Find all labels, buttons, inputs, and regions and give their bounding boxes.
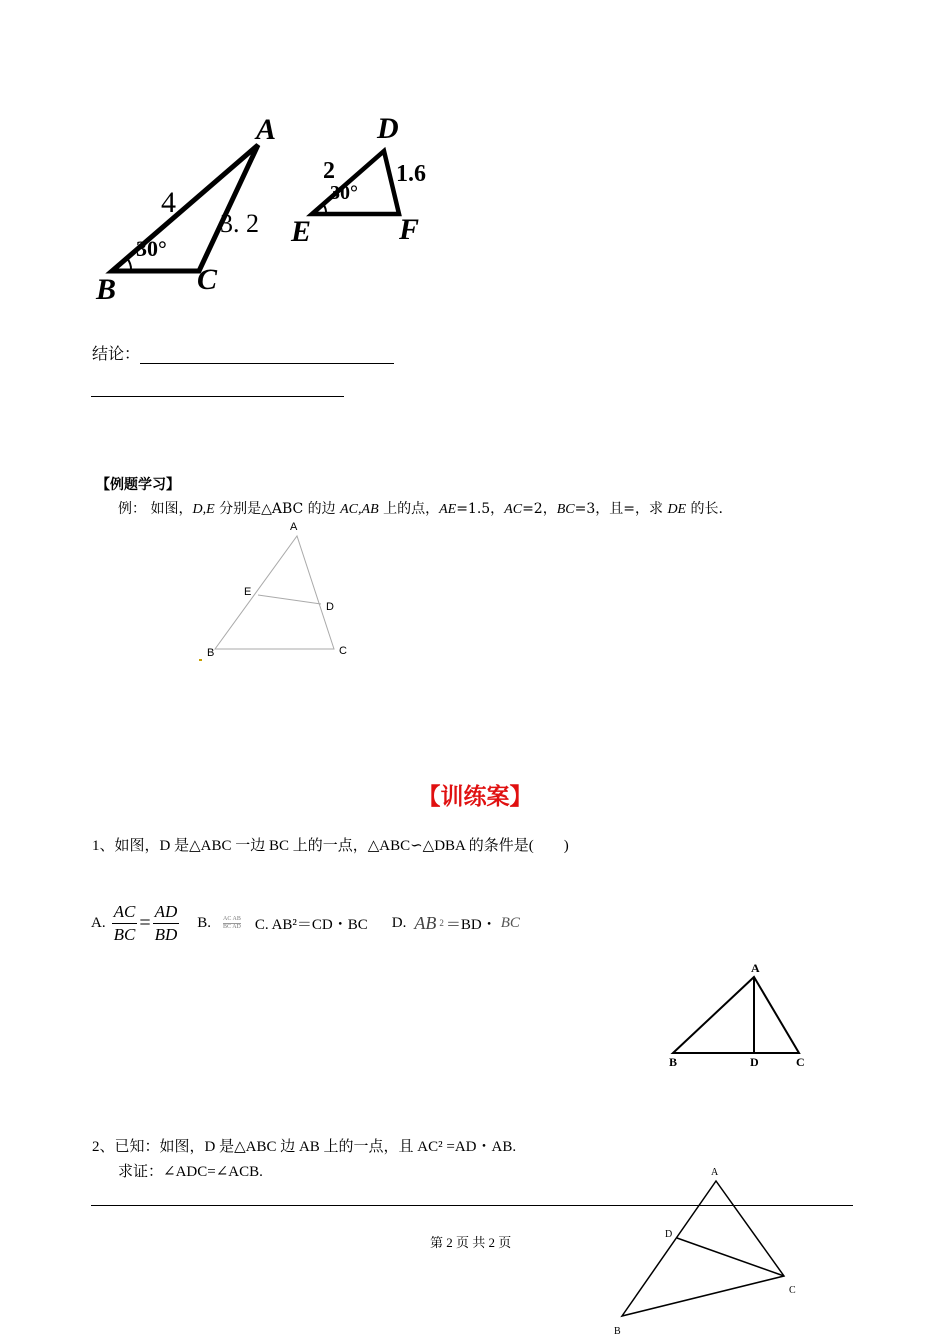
q2-line1: 2、已知：如图，D 是△ABC 边 AB 上的一点，且 AC² =AD・AB.	[92, 1139, 517, 1155]
example-label-c: C	[339, 645, 347, 657]
conclusion-label: 结论：	[92, 344, 141, 363]
example-label-e: E	[244, 586, 252, 598]
option-d-ab: AB	[414, 912, 437, 933]
angle-label-e: 30°	[330, 182, 358, 204]
example-label-a: A	[290, 521, 298, 533]
option-a-label: A.	[91, 914, 106, 931]
q2-label-c: C	[789, 1285, 796, 1296]
option-a-equals: =	[139, 911, 151, 934]
option-a-fraction-2: $\frac{AD}{BD}$	[154, 901, 178, 944]
q2-label-b: B	[614, 1326, 621, 1337]
q2-label-a: A	[711, 1167, 719, 1178]
vertex-label-d: D	[377, 112, 399, 145]
q2-label-d: D	[665, 1229, 673, 1240]
vertex-label-e: E	[291, 215, 312, 248]
option-d-label: D.	[391, 914, 407, 931]
option-b-label: B.	[197, 914, 212, 931]
angle-label-b: 30°	[136, 236, 167, 261]
q1-label-a: A	[751, 961, 760, 975]
option-d-rest: ＝BD・	[445, 916, 497, 933]
q2-line2: 求证：∠ADC=∠ACB.	[118, 1164, 263, 1180]
q1-label-d: D	[750, 1055, 759, 1069]
option-d-sup: 2	[439, 918, 444, 928]
training-title: 【训练案】	[417, 783, 533, 810]
side-label-df: 1.6	[396, 161, 426, 187]
side-label-de: 2	[323, 158, 335, 184]
option-d-bc: BC	[500, 914, 520, 931]
vertex-label-f: F	[399, 213, 420, 246]
option-c: C. AB²＝CD・BC	[254, 916, 368, 933]
example-label-d: D	[326, 601, 334, 613]
q1-label-c: C	[796, 1055, 805, 1069]
option-a-fraction-1: $\frac{AC}{BC}$	[113, 901, 136, 944]
page-footer: 第 2 页 共 2 页	[430, 1235, 512, 1250]
option-b-fraction: $\frac{\text{AC AB}}{\text{BC AD}}$	[223, 915, 241, 930]
vertex-label-a: A	[256, 113, 277, 146]
q1-label-b: B	[669, 1055, 678, 1069]
vertex-label-c: C	[197, 263, 218, 296]
side-label-ab: 4	[161, 186, 176, 219]
side-label-ac: 3. 2	[220, 209, 259, 238]
vertex-label-b: B	[96, 273, 117, 306]
example-label-b: B	[207, 647, 215, 659]
q1-text: 1、如图，D 是△ABC 一边 BC 上的一点，△ABC∽△DBA 的条件是( )	[92, 838, 569, 854]
example-text: 例： 如图，D,E 分别是△ABC 的边 AC,AB 上的点，AE=1.5，AC=2，BC=3，且=，求 DE 的长.	[118, 501, 724, 517]
example-header: 【例题学习】	[96, 477, 180, 493]
